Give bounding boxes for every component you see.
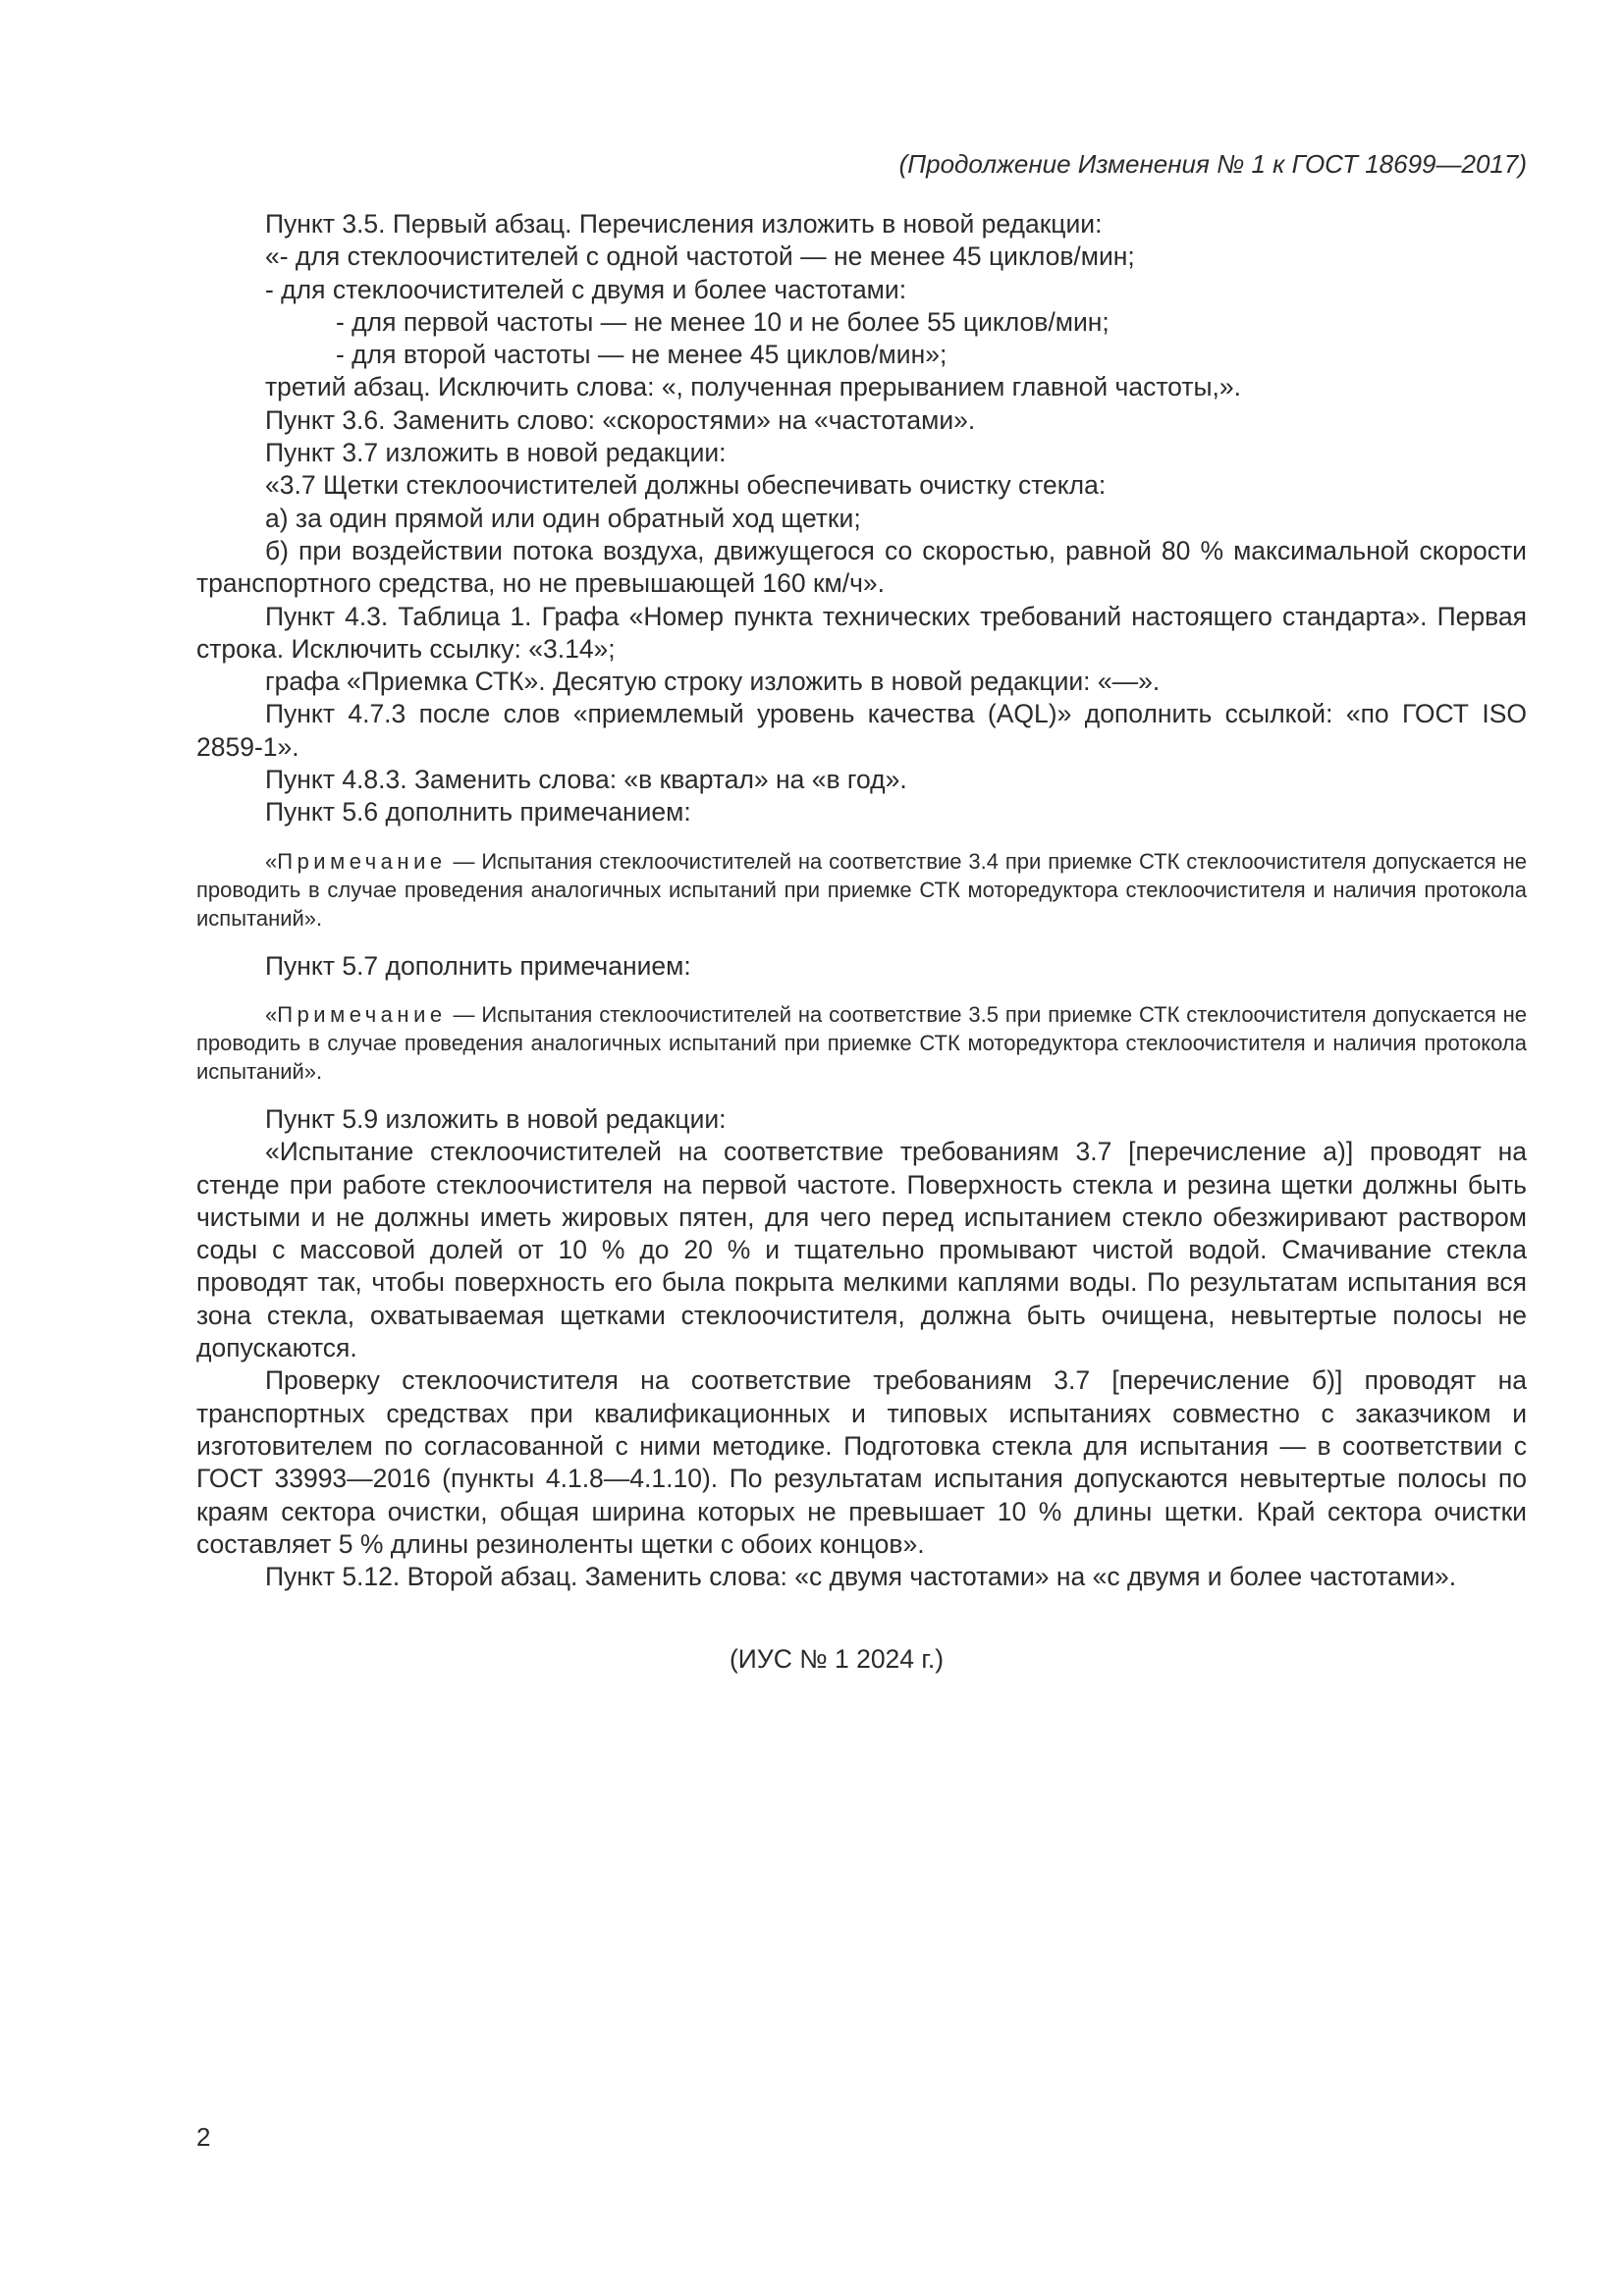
paragraph: Пункт 3.5. Первый абзац. Перечисления изложить в новой редакции: <box>265 209 1103 239</box>
paragraph: б) при воздействии потока воздуха, движущегося со скоростью, равной 80 % максимальной скорости транспортного средства, но не превышающей 160 км/ч». <box>196 535 1527 599</box>
note-block <box>196 1000 1527 1086</box>
continuation-header: (Продолжение Изменения № 1 к ГОСТ 18699—2017) <box>898 149 1527 179</box>
paragraph: «Испытание стеклоочистителей на соответствие требованиям 3.7 [перечисление а)] проводят на стенде при работе стеклоочистителя на первой частоте. Поверхность стекла и резина щетки должны быть чистыми и не должны иметь жировых пятен, для чего перед испытанием стекло обезжиривают раствором соды с массовой долей от 10 % до 20 % и тщательно промывают чистой водой. Смачивание стекла проводят так, чтобы поверхность его была покрыта мелкими каплями воды. По результатам испытания вся зона стекла, охватываемая щетками стеклоочистителя, должна быть очищена, невытертые полосы не допускаются. <box>196 1137 1527 1363</box>
paragraph: Пункт 4.8.3. Заменить слова: «в квартал» на «в год». <box>265 765 907 795</box>
paragraph: «- для стеклоочистителей с одной частотой — не менее 45 циклов/мин; <box>265 241 1135 272</box>
paragraph: графа «Приемка СТК». Десятую строку изложить в новой редакции: «—». <box>265 667 1161 697</box>
paragraph: Пункт 3.6. Заменить слово: «скоростями» на «частотами». <box>265 404 976 435</box>
list-item: - для первой частоты — не менее 10 и не более 55 циклов/мин; <box>336 306 1110 337</box>
note-text: — Испытания стеклоочистителей на соответствие 3.5 при приемке СТК стеклоочистителя допускается не проводить в случае проведения аналогичных испытаний при приемке СТК моторедуктора стеклоочистителя и наличия протокола испытаний». <box>196 1001 1527 1084</box>
note-open-quote: « <box>265 1001 278 1027</box>
paragraph: третий абзац. Исключить слова: «, полученная прерыванием главной частоты,». <box>265 372 1241 402</box>
ius-reference: (ИУС № 1 2024 г.) <box>729 1644 945 1674</box>
paragraph: «3.7 Щетки стеклоочистителей должны обеспечивать очистку стекла: <box>265 470 1107 501</box>
paragraph: Пункт 4.7.3 после слов «приемлемый уровень качества (AQL)» дополнить ссылкой: «по ГОСТ ISO 2859-1». <box>196 699 1527 762</box>
note-label: Примечание <box>277 848 447 874</box>
note-block <box>196 847 1527 933</box>
list-item: - для второй частоты — не менее 45 циклов/мин»; <box>336 340 947 370</box>
note-open-quote: « <box>265 848 278 874</box>
page-number: 2 <box>196 2122 211 2152</box>
document-body <box>196 208 1527 1593</box>
paragraph: Пункт 3.7 изложить в новой редакции: <box>265 438 727 468</box>
paragraph: Пункт 5.12. Второй абзац. Заменить слова: «с двумя частотами» на «с двумя и более частотами». <box>265 1562 1457 1592</box>
paragraph: Проверку стеклоочистителя на соответствие требованиям 3.7 [перечисление б)] проводят на транспортных средствах при квалификационных и типовых испытаниях совместно с заказчиком и изготовителем по согласованной с ними методике. Подготовка стекла для испытания — в соответствии с ГОСТ 33993—2016 (пункты 4.1.8—4.1.10). По результатам испытания допускаются невытертые полосы по краям сектора очистки, общая ширина которых не превышает 10 % длины щетки. Край сектора очистки составляет 5 % длины резиноленты щетки с обоих концов». <box>196 1365 1527 1559</box>
paragraph: Пункт 4.3. Таблица 1. Графа «Номер пункта технических требований настоящего стандарта». Первая строка. Исключить ссылку: «3.14»; <box>196 601 1527 664</box>
paragraph: Пункт 5.7 дополнить примечанием: <box>265 950 691 981</box>
paragraph: Пункт 5.9 изложить в новой редакции: <box>265 1103 727 1134</box>
paragraph: а) за один прямой или один обратный ход щетки; <box>265 503 861 533</box>
note-text: — Испытания стеклоочистителей на соответствие 3.4 при приемке СТК стеклоочистителя допускается не проводить в случае проведения аналогичных испытаний при приемке СТК моторедуктора стеклоочистителя и наличия протокола испытаний». <box>196 848 1527 931</box>
paragraph: Пункт 5.6 дополнить примечанием: <box>265 797 691 828</box>
note-label: Примечание <box>277 1001 447 1027</box>
paragraph: - для стеклоочистителей с двумя и более частотами: <box>265 274 907 304</box>
